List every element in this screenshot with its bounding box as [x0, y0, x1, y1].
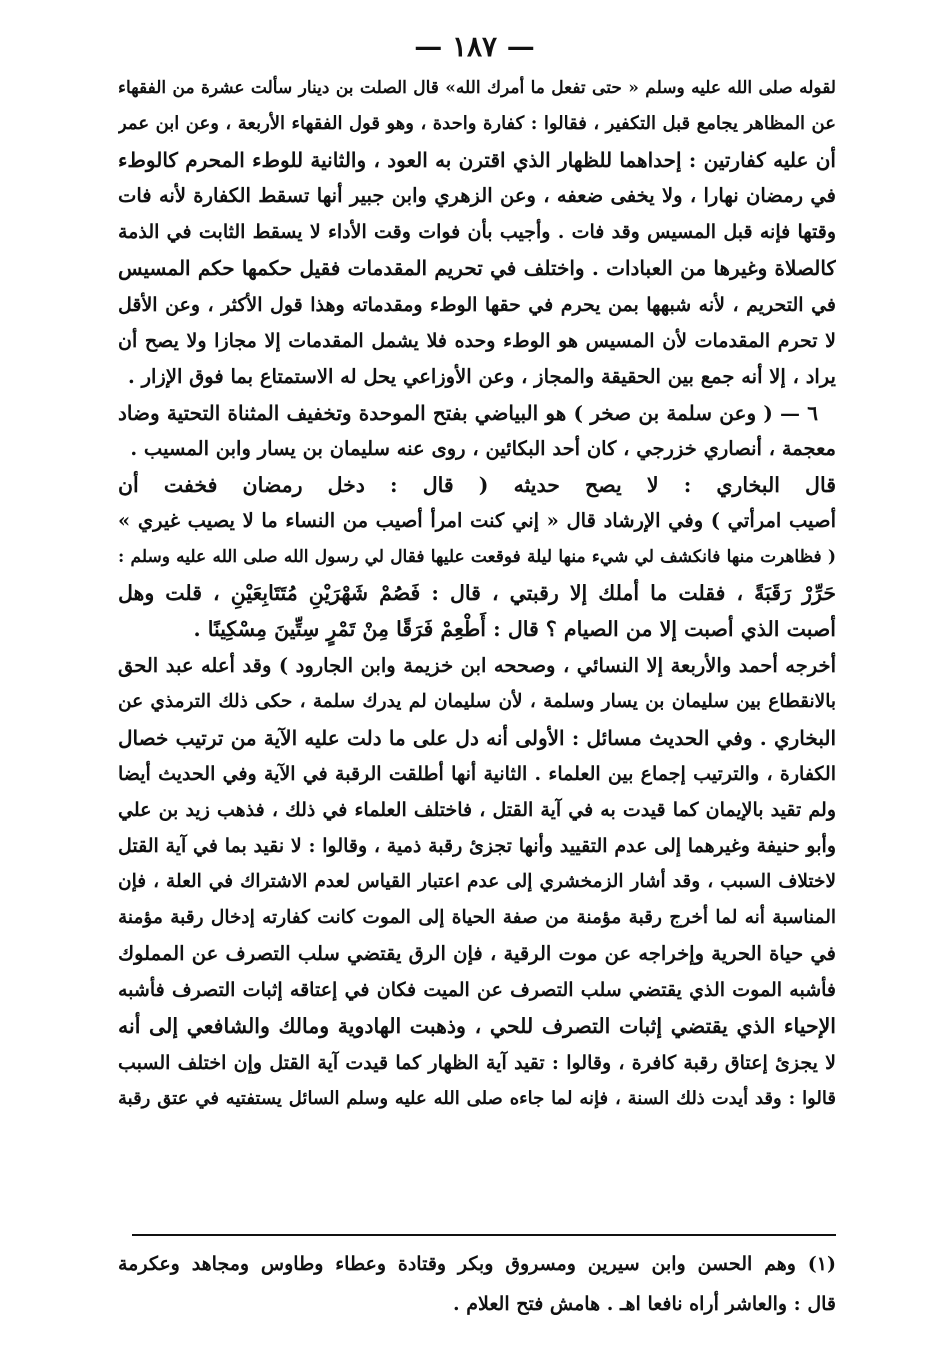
footnotes: [118, 1244, 836, 1324]
text-line: وأبو حنيفة وغيرهما إلى عدم التقييد وأنها تجزئ رقبة ذمية ، وقالوا : لا نقيد بما في آية القتل: [118, 834, 836, 857]
text-line: لا تحرم المقدمات لأن المسيس هو الوطء وحده فلا يشمل المقدمات إلا مجازا ولا يصح أن: [118, 329, 836, 352]
text-line: بالانقطاع بين سليمان بن يسار وسلمة ، لأن سليمان لم يدرك سلمة ، حكى ذلك الترمذي عن: [118, 690, 836, 712]
text-line: قالوا : وقد أيدت ذلك السنة ، فإنه لما جاءه صلى الله عليه وسلم السائل يستفتيه في عتق رقبة: [118, 1087, 836, 1109]
text-line: الإحياء الذي يقتضي إثبات التصرف للحي ، وذهبت الهادوية ومالك والشافعي إلى أنه: [118, 1014, 836, 1039]
page-number: — ١٨٧ —: [414, 30, 535, 63]
footnote-line: (١) وهم الحسن وابن سيرين ومسروق وبكر وقتادة وعطاء وطاوس ومجاهد وعكرمة: [118, 1253, 836, 1275]
text-line: ولم تقيد بالإيمان كما قيدت به في آية القتل ، فاختلف العلماء في ذلك ، فذهب زيد بن علي: [118, 798, 836, 821]
text-line: عن المظاهر يجامع قبل التكفير ، فقالوا : كفارة واحدة ، وهو قول الفقهاء الأربعة ، وعن ابن عمر: [118, 113, 836, 135]
text-line: ( فظاهرت منها فانكشف لي شيء منها ليلة فوقعت عليها فقال لي رسول الله صلى الله عليه وسلم :: [118, 547, 836, 568]
text-line: معجمة ، أنصاري خزرجي ، كان أحد البكائين ، روى عنه سليمان بن يسار وابن المسيب .: [130, 436, 836, 460]
text-line: قال البخاري : لا يصح حديثه ( قال : دخل رمضان فخفت أن: [118, 473, 836, 498]
text-line: البخاري . وفي الحديث مسائل : الأولى أنه دل على ما دلت عليه الآية من ترتيب خصال: [118, 725, 836, 750]
text-line: أصيب امرأتي ) وفي الإرشاد قال « إني كنت امرأ أصيب من النساء ما لا يصيب غيري »: [118, 509, 836, 533]
text-line: يراد ، إلا أنه جمع بين الحقيقة والمجاز ، وعن الأوزاعي يحل له الاستمتاع بما فوق الإزار .: [128, 364, 836, 388]
text-line: لاختلاف السبب ، وقد أشار الزمخشري إلى عدم اعتبار القياس لعدم الاشتراك في العلة ، فإن: [118, 871, 836, 893]
text-line: حَرِّرْ رَقَبَةً ، فقلت ما أملك إلا رقبتي ، قال : فَصُمْ شَهْرَيْنِ مُتَتَابِعَيْنِ ، قلت وهل: [118, 581, 836, 606]
text-line: في التحريم ، لأنه شبهها بمن يحرم في حقها الوطء ومقدماته وهذا قول الأكثر ، وعن الأقل: [118, 293, 836, 316]
text-line: الكفارة ، والترتيب إجماع بين العلماء . الثانية أنها أطلقت الرقبة في الآية وفي الحديث أيضا: [118, 762, 836, 785]
text-line: أصبت الذي أصبت إلا من الصيام ؟ قال : أَطْعِمْ فَرَقًا مِنْ تَمْرٍ سِتِّينَ مِسْكِينًا .: [193, 617, 836, 642]
footnote-line: قال : والعاشر أراه نافعا اهـ . هامش فتح العلام .: [453, 1293, 836, 1315]
text-line: في رمضان نهارا ، ولا يخفى ضعفه ، وعن الزهري وابن جبير أنها تسقط الكفارة لأنه فات: [118, 184, 836, 208]
text-line: لقوله صلى الله عليه وسلم « حتى تفعل ما أمرك الله» قال الصلت بن دينار سألت عشرة من الفقهاء: [118, 78, 836, 98]
text-line: لا يجزئ إعتاق رقبة كافرة ، وقالوا : تقيد آية الظهار كما قيدت آية القتل وإن اختلف السبب: [118, 1051, 836, 1074]
text-line: وقتها فإنه قبل المسيس وقد فات . وأجيب بأن فوات وقت الأداء لا يسقط الثابت في الذمة: [118, 221, 836, 244]
text-line: أخرجه أحمد والأربعة إلا النسائي ، وصححه ابن خزيمة وابن الجارود ) وقد أعله عبد الحق: [118, 653, 836, 677]
text-line: في حياة الحرية وإخراجه عن موت الرقية ، فإن الرق يقتضي سلب التصرف عن المملوك: [118, 942, 836, 966]
footnote-divider: [132, 1234, 836, 1236]
text-line: المناسبة أنه لما أخرج رقبة مؤمنة من صفة الحياة إلى الموت كانت كفارته إدخال رقبة مؤمنة: [118, 907, 836, 929]
text-line: فأشبه الموت الذي يقتضي سلب التصرف عن الميت فكان في إعتاقه إثبات التصرف فأشبه: [118, 979, 836, 1002]
text-line: أن عليه كفارتين : إحداهما للظهار الذي اقترن به العود ، والثانية للوطء المحرم كالوطء: [118, 148, 836, 173]
text-line: ٦ — ( وعن سلمة بن صخر ) هو البياضي بفتح الموحدة وتخفيف المثناة التحتية وضاد: [118, 400, 818, 425]
main-text-body: [118, 70, 836, 1117]
text-line: كالصلاة وغيرها من العبادات . واختلف في تحريم المقدمات فقيل حكمها حكم المسيس: [118, 256, 836, 281]
